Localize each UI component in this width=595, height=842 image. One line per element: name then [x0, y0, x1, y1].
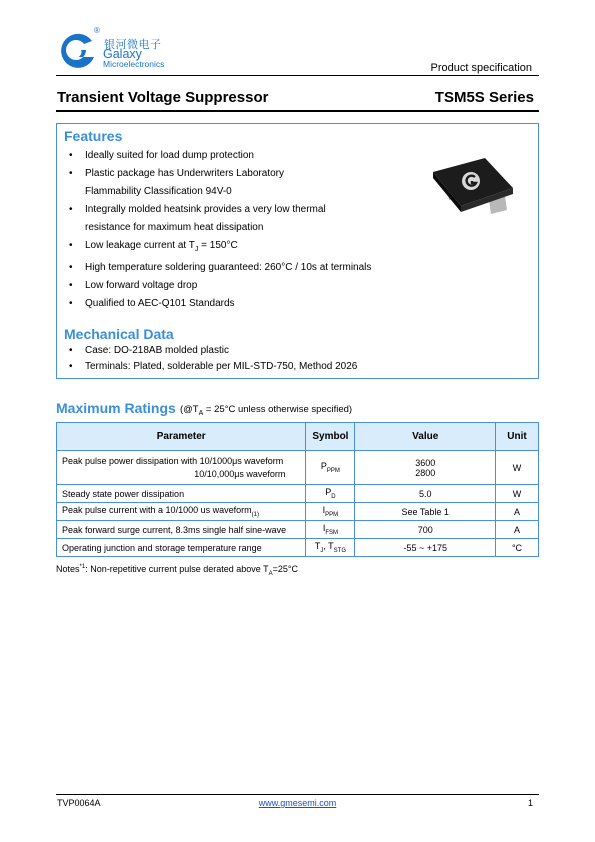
logo-chinese-name: 银河微电子	[104, 39, 162, 51]
ratings-condition: ($@T_A = 25^\circ C$ unless otherwise specified)	[180, 404, 353, 417]
column-header: Value	[355, 423, 496, 451]
table-cell: $P_D$	[306, 485, 355, 503]
series-title: TSM5S Series	[434, 89, 534, 106]
list-item: Flammability Classification 94V-0	[85, 186, 232, 197]
galaxy-logo-icon	[56, 33, 98, 71]
mechanical-heading: Mechanical Data	[64, 326, 174, 342]
logo-subtitle: Microelectronics	[103, 59, 165, 69]
ratings-table	[56, 422, 539, 557]
table-cell: $I_{PPM}$	[306, 503, 355, 521]
mechanical-list	[65, 343, 465, 374]
table-cell: $I_{FSM}$	[306, 521, 355, 539]
table-cell: Peak forward surge current, 8.3ms single half sine-wave	[57, 521, 306, 539]
list-item: • High temperature soldering guaranteed: 260°C / 10s at terminals	[69, 262, 372, 273]
table-header-row	[57, 423, 539, 451]
table-cell: Peak pulse current with a 10/1000 us waveform$_{(1)}$	[57, 503, 306, 521]
table-cell: $P_{PPM}$	[306, 451, 355, 485]
page-number: 1	[527, 798, 533, 808]
table-cell: W	[496, 451, 539, 485]
table-notes: Notes$^{*1}$: Non-repetitive current pulse derated above $T_A=25^\circ C$	[56, 564, 299, 577]
website-link	[0, 798, 595, 808]
table-cell: W	[496, 485, 539, 503]
list-item: • Ideally suited for load dump protection	[69, 150, 254, 161]
list-item: • Case: DO-218AB molded plastic	[69, 345, 229, 356]
footer-divider	[56, 794, 539, 795]
list-item: • Low forward voltage drop	[69, 280, 198, 291]
table-row	[57, 539, 539, 557]
list-item: • Plastic package has Underwriters Laboratory	[69, 168, 284, 179]
features-heading: Features	[64, 128, 123, 144]
table-cell: -55 ~ +175	[355, 539, 496, 557]
table-row	[57, 451, 539, 485]
table-cell: $T_J$, $T_{STG}$	[306, 539, 355, 557]
table-cell: 3600 2800	[355, 451, 496, 485]
features-list	[65, 147, 405, 313]
list-item: • Integrally molded heatsink provides a very low thermal	[69, 204, 326, 215]
column-header: Symbol	[306, 423, 355, 451]
table-row	[57, 485, 539, 503]
ratings-heading: Maximum Ratings	[56, 400, 176, 416]
header-divider	[56, 75, 539, 76]
table-cell: Operating junction and storage temperature range	[57, 539, 306, 557]
document-code: TVP0064A	[57, 798, 101, 808]
table-cell: Peak pulse power dissipation with 10/1000μs waveform 10/10,000μs waveform	[57, 451, 306, 485]
title-divider	[56, 110, 539, 112]
table-cell: A	[496, 503, 539, 521]
list-item: • Terminals: Plated, solderable per MIL-STD-750, Method 2026	[69, 360, 358, 372]
table-row	[57, 521, 539, 539]
column-header: Unit	[496, 423, 539, 451]
table-cell: A	[496, 521, 539, 539]
list-item: • Qualified to AEC-Q101 Standards	[69, 298, 235, 309]
list-item: • Low leakage current at $T_J = 150^\circ C$	[69, 240, 238, 253]
logo-registered-mark: ®	[94, 26, 100, 35]
table-row	[57, 503, 539, 521]
list-item: resistance for maximum heat dissipation	[85, 222, 264, 233]
table-cell: 5.0	[355, 485, 496, 503]
table-cell: 700	[355, 521, 496, 539]
column-header: Parameter	[57, 423, 306, 451]
document-type: Product specification	[430, 62, 532, 74]
package-image	[425, 150, 525, 225]
website-link-text[interactable]: www.gmesemi.com	[258, 798, 337, 808]
logo-name: Galaxy	[103, 47, 142, 61]
page-title: Transient Voltage Suppressor	[57, 89, 269, 106]
table-cell: See Table 1	[355, 503, 496, 521]
table-cell: °C	[496, 539, 539, 557]
table-cell: Steady state power dissipation	[57, 485, 306, 503]
